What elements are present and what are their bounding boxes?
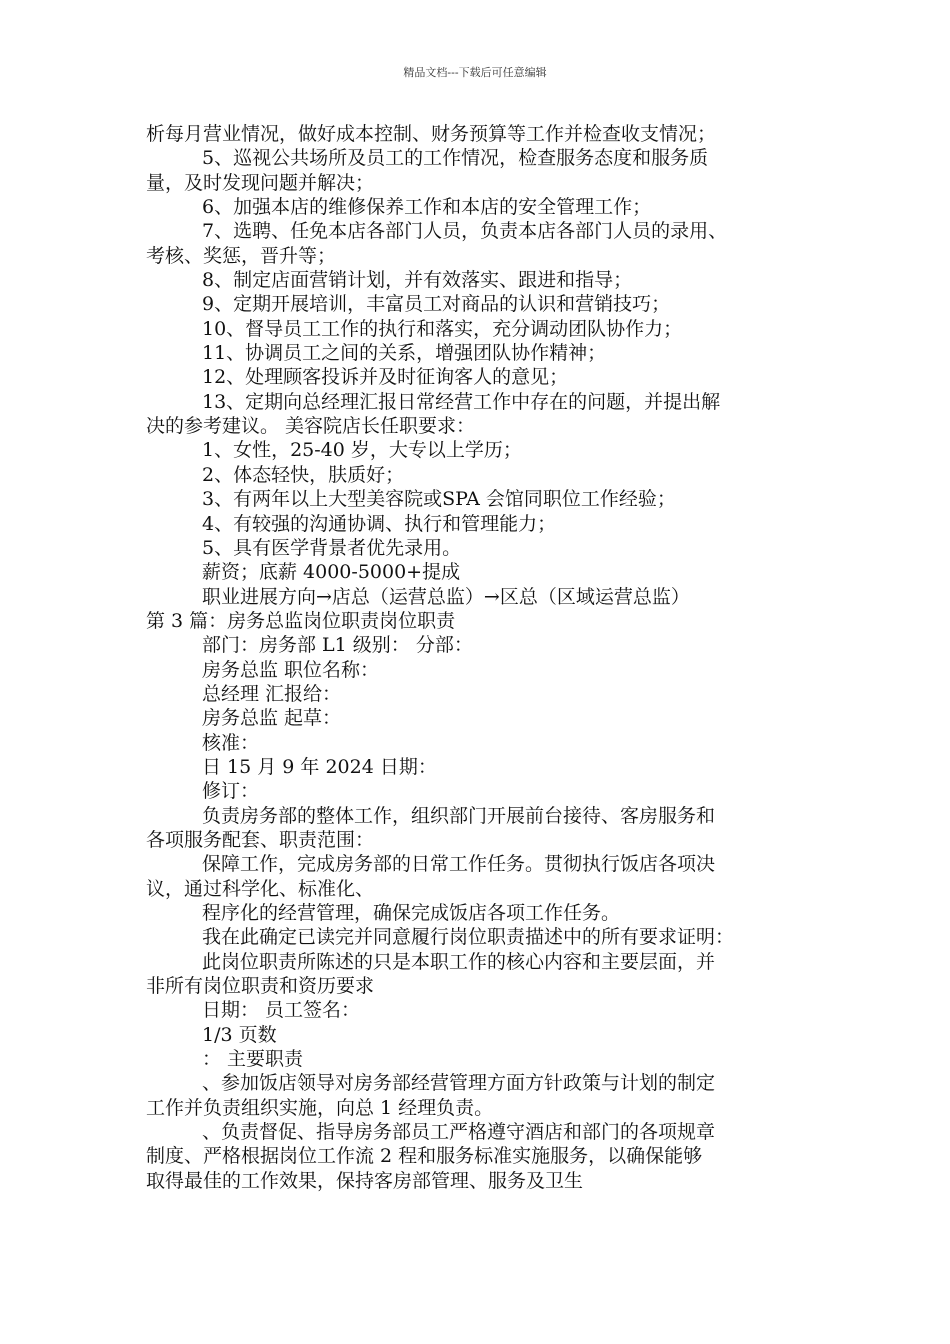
text-line: 5、具有医学背景者优先录用。	[202, 536, 462, 559]
text-line: 修订：	[202, 780, 260, 803]
text-line: 11、协调员工之间的关系，增强团队协作精神；	[202, 342, 607, 365]
text-line: 13、定期向总经理汇报日常经营工作中存在的问题，并提出解	[202, 390, 721, 413]
text-line: 部门：房务部 L1 级别： 分部：	[202, 634, 473, 657]
text-line: ： 主要职责	[202, 1048, 304, 1071]
text-line: 量，及时发现问题并解决；	[146, 171, 375, 194]
text-line: 1/3 页数	[202, 1023, 277, 1046]
text-line: 薪资；底薪 4000-5000+提成	[202, 561, 461, 584]
text-line: 我在此确定已读完并同意履行岗位职责描述中的所有要求证明：	[202, 926, 735, 949]
text-line: 职业进展方向→店总（运营总监）→区总（区域运营总监）	[202, 585, 690, 608]
text-line: 议，通过科学化、标准化、	[146, 877, 375, 900]
text-line: 6、加强本店的维修保养工作和本店的安全管理工作；	[202, 196, 652, 219]
text-line: 4、有较强的沟通协调、执行和管理能力；	[202, 512, 557, 535]
text-line: 房务总监 起草：	[202, 707, 342, 730]
text-line: 8、制定店面营销计划，并有效落实、跟进和指导；	[202, 269, 633, 292]
text-line: 析每月营业情况，做好成本控制、财务预算等工作并检查收支情况；	[146, 123, 717, 145]
text-line: 制度、严格根据岗位工作流 2 程和服务标准实施服务，以确保能够	[146, 1145, 703, 1168]
text-line: 、参加饭店领导对房务部经营管理方面方针政策与计划的制定	[202, 1072, 716, 1095]
text-line: 保障工作，完成房务部的日常工作任务。贯彻执行饭店各项决	[202, 853, 716, 876]
text-line: 日期： 员工签名：	[202, 999, 361, 1022]
text-line: 非所有岗位职责和资历要求	[146, 975, 375, 998]
text-line: 12、处理顾客投诉并及时征询客人的意见；	[202, 366, 569, 389]
text-line: 考核、奖惩，晋升等；	[146, 244, 337, 267]
text-line: 第 3 篇：房务总监岗位职责岗位职责	[146, 609, 456, 632]
text-line: 9、定期开展培训，丰富员工对商品的认识和营销技巧；	[202, 293, 671, 316]
text-line: 各项服务配套、职责范围：	[146, 828, 375, 851]
text-line: 工作并负责组织实施，向总 1 经理负责。	[146, 1096, 494, 1119]
document-body	[146, 122, 816, 1193]
text-line: 5、巡视公共场所及员工的工作情况，检查服务态度和服务质	[202, 147, 709, 170]
text-line: 1、女性，25-40 岁，大专以上学历；	[202, 439, 522, 462]
text-line: 此岗位职责所陈述的只是本职工作的核心内容和主要层面，并	[202, 950, 716, 973]
text-line: 10、督导员工工作的执行和落实，充分调动团队协作力；	[202, 317, 683, 340]
text-line: 取得最佳的工作效果，保持客房部管理、服务及卫生	[146, 1169, 584, 1192]
text-line: 核准：	[202, 731, 260, 754]
page-header: 精品文档---下载后可任意编辑	[403, 66, 547, 79]
text-line: 负责房务部的整体工作，组织部门开展前台接待、客房服务和	[202, 804, 716, 827]
text-line: 程序化的经营管理，确保完成饭店各项工作任务。	[202, 902, 621, 924]
text-line: 2、体态轻快，肤质好；	[202, 463, 405, 486]
text-line: 日 15 月 9 年 2024 日期：	[202, 755, 437, 778]
text-line: 房务总监 职位名称：	[202, 658, 380, 681]
text-line: 7、选聘、任免本店各部门人员，负责本店各部门人员的录用、	[202, 220, 728, 243]
text-line: 总经理 汇报给：	[202, 682, 342, 705]
text-line: 、负责督促、指导房务部员工严格遵守酒店和部门的各项规章	[202, 1121, 716, 1144]
text-line: 3、有两年以上大型美容院或SPA 会馆同职位工作经验；	[202, 488, 676, 511]
text-line: 决的参考建议。 美容院店长任职要求：	[146, 415, 476, 438]
